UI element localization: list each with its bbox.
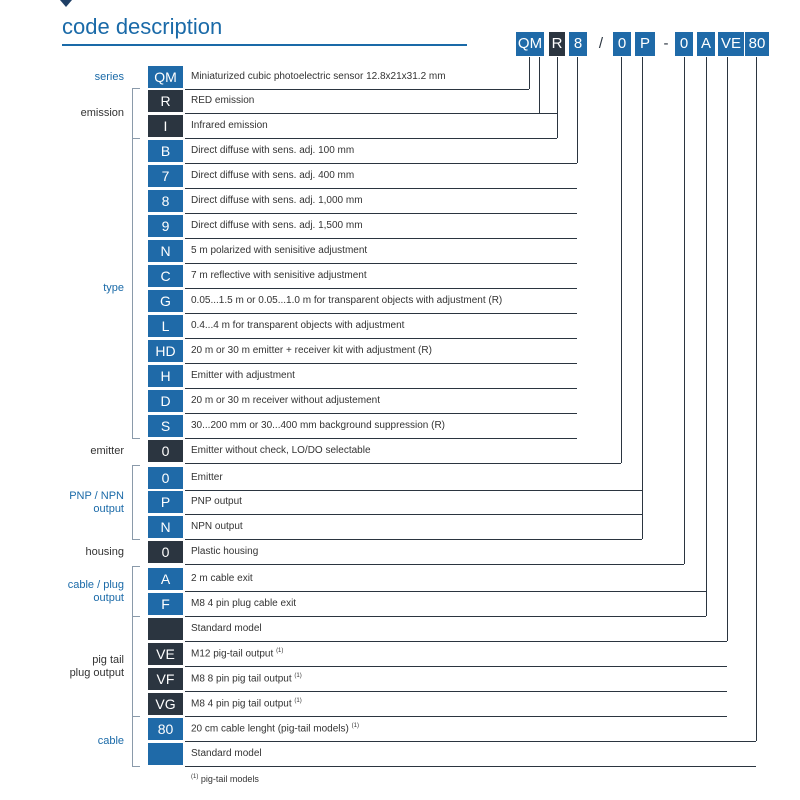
row-underline <box>185 641 727 642</box>
footnote <box>191 774 259 784</box>
row-underline <box>185 263 577 264</box>
description-text: 7 m reflective with senisitive adjustment <box>191 270 367 281</box>
connector-vertical <box>539 57 540 113</box>
row-underline <box>185 89 529 90</box>
code-box <box>148 618 183 640</box>
code-box: N <box>148 240 183 262</box>
code-segment: A <box>697 32 715 56</box>
row-underline <box>185 138 557 139</box>
code-description <box>191 95 254 106</box>
description-text: Emitter without check, LO/DO selectable <box>191 445 371 456</box>
group-bracket <box>132 88 140 139</box>
code-segment: 0 <box>613 32 631 56</box>
code-segment: R <box>549 32 565 56</box>
group-label: type <box>103 282 124 294</box>
row-underline <box>185 716 727 717</box>
row-underline <box>185 388 577 389</box>
connector-vertical <box>577 57 578 163</box>
code-box: C <box>148 265 183 287</box>
description-text: Emitter <box>191 472 223 483</box>
row-underline <box>185 514 642 515</box>
code-description <box>191 723 359 734</box>
description-text: Direct diffuse with sens. adj. 1,000 mm <box>191 195 363 206</box>
connector-vertical <box>727 57 728 641</box>
description-text: M12 pig-tail output <box>191 648 274 660</box>
code-box: D <box>148 390 183 412</box>
code-description <box>191 370 295 381</box>
code-segment: 0 <box>675 32 693 56</box>
code-description <box>191 145 354 156</box>
group-bracket <box>132 616 140 717</box>
row-underline <box>185 564 684 565</box>
connector-vertical <box>621 57 622 463</box>
code-box <box>148 743 183 765</box>
code-description <box>191 496 242 507</box>
code-description <box>191 673 302 684</box>
code-box: A <box>148 568 183 590</box>
code-description <box>191 573 253 584</box>
code-box: H <box>148 365 183 387</box>
row-underline <box>185 213 577 214</box>
group-label: pig tail plug output <box>69 653 124 679</box>
row-underline <box>185 463 621 464</box>
connector-vertical <box>756 57 757 741</box>
description-text: 20 m or 30 m receiver without adjustement <box>191 395 380 406</box>
row-underline <box>185 438 577 439</box>
code-description <box>191 245 367 256</box>
connector-vertical <box>557 57 558 138</box>
code-segment: 8 <box>569 32 587 56</box>
description-text: 20 cm cable lenght (pig-tail models) <box>191 723 349 735</box>
description-text: Emitter with adjustment <box>191 370 295 381</box>
title-underline <box>62 44 467 46</box>
code-box: HD <box>148 340 183 362</box>
row-underline <box>185 288 577 289</box>
connector-vertical <box>642 57 643 539</box>
row-underline <box>185 313 577 314</box>
group-bracket <box>132 566 140 617</box>
group-label: housing <box>85 545 124 558</box>
group-bracket <box>132 138 140 439</box>
description-text: M8 4 pin pig tail output <box>191 698 292 710</box>
row-underline <box>185 413 577 414</box>
description-text: 0.4...4 m for transparent objects with adjustment <box>191 320 405 331</box>
code-box: 9 <box>148 215 183 237</box>
row-underline <box>185 363 577 364</box>
row-underline <box>185 616 706 617</box>
description-text: RED emission <box>191 95 255 106</box>
code-box: L <box>148 315 183 337</box>
code-box: QM <box>148 66 183 88</box>
connector-vertical <box>529 57 530 89</box>
code-box: VE <box>148 643 183 665</box>
description-text: Plastic housing <box>191 546 259 557</box>
code-description <box>191 598 296 609</box>
code-box: R <box>148 90 183 112</box>
row-underline <box>185 591 706 592</box>
code-description <box>191 748 262 759</box>
description-text: Standard model <box>191 748 262 759</box>
page-title: code description <box>62 14 223 39</box>
code-description <box>191 623 262 634</box>
code-box: 80 <box>148 718 183 740</box>
code-description <box>191 546 258 557</box>
footnote-marker: (1) <box>191 774 199 780</box>
row-underline <box>185 741 756 742</box>
description-text: M8 8 pin pig tail output <box>191 673 292 685</box>
code-box: F <box>148 593 183 615</box>
footnote-ref: (1) <box>276 648 284 654</box>
code-box: I <box>148 115 183 137</box>
code-description <box>191 420 445 431</box>
connector-vertical <box>706 57 707 616</box>
row-underline <box>185 666 727 667</box>
group-label: emission <box>80 107 124 119</box>
code-description <box>191 295 502 306</box>
group-label: emitter <box>90 444 124 457</box>
code-description <box>191 395 380 406</box>
group-bracket <box>132 465 140 540</box>
code-box: VG <box>148 693 183 715</box>
row-underline <box>185 188 577 189</box>
row-underline <box>185 163 577 164</box>
row-underline <box>185 539 642 540</box>
code-segment: P <box>635 32 655 56</box>
code-box: B <box>148 140 183 162</box>
group-label: cable <box>97 735 124 747</box>
footnote-ref: (1) <box>351 723 359 729</box>
description-text: M8 4 pin plug cable exit <box>191 598 297 609</box>
code-segment: VE <box>718 32 744 56</box>
code-description <box>191 445 371 456</box>
group-label: cable / plug output <box>67 578 124 604</box>
connector-vertical <box>684 57 685 564</box>
code-separator: - <box>663 35 669 52</box>
code-description <box>191 270 367 281</box>
row-underline <box>185 691 727 692</box>
description-text: 20 m or 30 m emitter + receiver kit with adjustment (R) <box>191 345 432 356</box>
description-text: Standard model <box>191 623 262 634</box>
row-underline <box>185 766 756 767</box>
group-label: PNP / NPN output <box>69 489 124 515</box>
description-text: Direct diffuse with sens. adj. 100 mm <box>191 145 355 156</box>
code-description <box>191 71 446 82</box>
description-text: Infrared emission <box>191 120 268 131</box>
group-label: series <box>94 70 124 83</box>
code-description <box>191 170 354 181</box>
code-description <box>191 195 363 206</box>
code-box: 7 <box>148 165 183 187</box>
footnote-ref: (1) <box>294 673 302 679</box>
code-box: G <box>148 290 183 312</box>
footnote-text: pig-tail models <box>200 774 259 784</box>
corner-marker-icon <box>60 0 72 7</box>
row-underline <box>185 238 577 239</box>
code-description <box>191 698 302 709</box>
description-text: 0.05...1.5 m or 0.05...1.0 m for transparent objects with adjustment (R) <box>191 295 503 306</box>
code-box: N <box>148 516 183 538</box>
code-box: 0 <box>148 541 183 563</box>
footnote-ref: (1) <box>294 698 302 704</box>
code-box: 0 <box>148 467 183 489</box>
code-description <box>191 120 268 131</box>
code-segment: 80 <box>745 32 769 56</box>
description-text: Miniaturized cubic photoelectric sensor 12.8x21x31.2 mm <box>191 71 446 82</box>
code-description <box>191 345 432 356</box>
code-box: 8 <box>148 190 183 212</box>
code-box: VF <box>148 668 183 690</box>
code-box: P <box>148 491 183 513</box>
code-description <box>191 320 404 331</box>
code-description <box>191 220 363 231</box>
description-text: NPN output <box>191 521 243 532</box>
code-box: S <box>148 415 183 437</box>
row-underline <box>185 490 642 491</box>
code-separator: / <box>598 35 604 52</box>
group-bracket <box>132 716 140 767</box>
code-segment: QM <box>516 32 544 56</box>
code-description <box>191 521 243 532</box>
description-text: PNP output <box>191 496 242 507</box>
code-description <box>191 472 223 483</box>
description-text: Direct diffuse with sens. adj. 1,500 mm <box>191 220 363 231</box>
description-text: 2 m cable exit <box>191 573 253 584</box>
code-box: 0 <box>148 440 183 462</box>
description-text: Direct diffuse with sens. adj. 400 mm <box>191 170 355 181</box>
code-description <box>191 648 283 659</box>
row-underline <box>185 338 577 339</box>
row-underline <box>185 113 557 114</box>
description-text: 5 m polarized with senisitive adjustment <box>191 245 368 256</box>
description-text: 30...200 mm or 30...400 mm background suppression (R) <box>191 420 446 431</box>
